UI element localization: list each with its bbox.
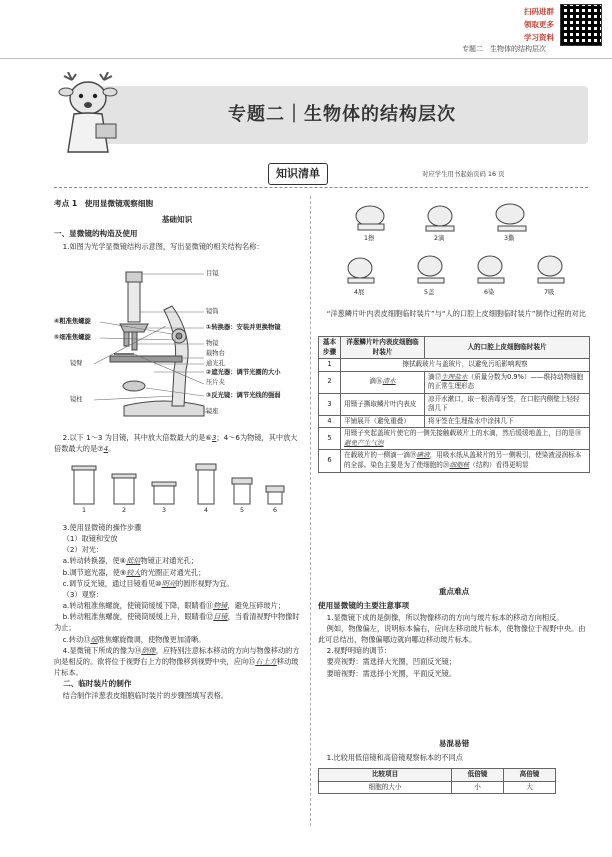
scan-line-2: 领取更多 xyxy=(524,19,554,29)
s2b-post: 的光圈正对通光孔； xyxy=(140,567,206,577)
key-point-2a: 要亮视野：需选择大光圈，凹面反光镜； xyxy=(326,657,457,667)
step-3c xyxy=(54,634,300,645)
reference-note: 对应学生用书起始页码 16 页 xyxy=(422,170,505,178)
lens-tubes-figure xyxy=(68,462,288,518)
table-header-cell: 低倍镜 xyxy=(452,769,504,782)
comparison-intro: “洋葱鳞片叶内表皮细胞临时装片”与“人的口腔上皮细胞临时装片”制作过程的对比 xyxy=(326,309,586,318)
table-header-row xyxy=(319,337,590,359)
tube-label-5: 5 xyxy=(240,507,245,514)
table-header-cell: 人的口腔上皮细胞临时装片 xyxy=(425,337,590,359)
s3c-answer: 细 xyxy=(90,634,98,644)
cell-answer: 避免产生气泡 xyxy=(344,438,384,447)
label-nosepiece: ①转换器：安装并更换物镜 xyxy=(206,324,281,331)
q2-text-a: 2.以下 1～3 为目镜，其中放大倍数最大的是⑥ xyxy=(62,433,212,442)
question-2 xyxy=(54,432,300,454)
table-header-row xyxy=(319,769,556,782)
key-point-2b: 要暗视野：需选择小光圈，平面反光镜。 xyxy=(326,668,457,678)
table-cell: 4 xyxy=(319,415,341,428)
label-objective: 物镜 xyxy=(206,340,219,347)
comparison-table xyxy=(318,336,590,473)
subsection-heading-2: 二、临时装片的制作 xyxy=(63,679,132,689)
label-eyepiece: 目镜 xyxy=(206,270,219,277)
exam-point-title: 考点 1 使用显微镜观察细胞 xyxy=(54,199,154,208)
cell-answer: 碘液 xyxy=(416,451,430,460)
table-cell xyxy=(341,450,590,472)
basic-knowledge-heading: 基础知识 xyxy=(161,215,193,224)
header-divider xyxy=(0,58,612,59)
lens-tubes-icon xyxy=(68,462,288,508)
step-label-6: 6染 xyxy=(484,289,495,296)
label-base: 镜座 xyxy=(206,408,219,415)
s3a-post: ，避免压碎玻片； xyxy=(227,601,285,611)
table-row xyxy=(319,359,590,372)
q4-answer-1: 倒像 xyxy=(141,645,156,655)
step-2b xyxy=(54,567,300,578)
step-label-5: 5盖 xyxy=(424,289,435,296)
s2c-post: 的圆形视野为宜。 xyxy=(175,578,234,588)
table-row xyxy=(319,393,590,415)
cell-text: 在载玻片的一侧滴一滴⑲ xyxy=(344,451,417,460)
s2b-pre: b.调节遮光器，使⑨ xyxy=(62,567,127,577)
table-row xyxy=(319,428,590,450)
label-fine-focus: ⑤细准焦螺旋 xyxy=(54,334,91,341)
qr-code-icon[interactable] xyxy=(560,4,602,46)
microscope-diagram xyxy=(54,266,300,428)
q4-post: 移动玻片标本。 xyxy=(54,656,299,678)
tube-label-1: 1 xyxy=(82,507,87,514)
cell-text: 滴⑯ xyxy=(369,377,383,386)
step-3a xyxy=(54,600,300,611)
table-row xyxy=(319,371,590,393)
key-points-heading: 重点难点 xyxy=(438,587,470,596)
s2a-post: 物镜正对通光孔； xyxy=(140,556,198,566)
label-pillar: 镜柱 xyxy=(70,396,83,403)
table-header-cell: 比较项目 xyxy=(319,769,452,782)
s3b-pre: b.转动粗准焦螺旋，使镜筒缓缓上升，眼睛看⑫ xyxy=(62,612,214,622)
step-2: （2）对光： xyxy=(62,545,104,555)
confusion-item-1: 1.比较用低倍镜和高倍镜观察标本的不同点 xyxy=(326,753,463,762)
cell-text: （结构）看得更明显 xyxy=(469,461,529,470)
table-cell: 3 xyxy=(319,393,341,415)
label-clip: 压片夹 xyxy=(206,379,225,386)
key-point-1-example: 例如，物像偏左，说明标本偏右，应向左移动玻片标本，使物像位于视野中央。由此可总结出，物像偏哪边就向哪边移动玻片标本。 xyxy=(318,623,586,645)
key-point-1: 1.显微镜下成的是倒像，所以物像移动的方向与玻片标本的移动方向相反。 xyxy=(326,612,564,622)
step-1: （1）取镜和安放 xyxy=(62,534,118,544)
step-3: （3）观察： xyxy=(62,589,104,599)
label-tube: 镜筒 xyxy=(206,308,219,315)
key-points xyxy=(318,600,590,679)
q4-answer-2: 右上方 xyxy=(255,656,277,666)
scan-line-1: 扫码进群 xyxy=(524,7,554,16)
table-row xyxy=(319,415,590,428)
microscope-icon xyxy=(54,266,300,428)
table-cell: 大 xyxy=(504,781,556,794)
column-divider xyxy=(310,196,311,826)
s2a-pre: a.转动转换器，使⑧ xyxy=(62,556,127,566)
step-label-2: 2滴 xyxy=(434,235,445,242)
operation-steps xyxy=(54,522,300,701)
tube-label-6: 6 xyxy=(273,507,278,514)
scan-line-3: 学习资料 xyxy=(524,32,554,42)
cell-answer: 细胞核 xyxy=(449,461,470,470)
table-header-cell: 高倍镜 xyxy=(504,769,556,782)
table-cell xyxy=(425,371,590,393)
label-stage: 载物台 xyxy=(206,350,225,357)
page-title: 专题二｜生物体的结构层次 xyxy=(228,104,456,125)
question-4 xyxy=(54,645,300,678)
cell-text: ，用吸水纸从盖玻片的另一侧吸引，使染液浸润标本的全部。染色主要是为了使细胞的⑳ xyxy=(344,451,582,470)
table-cell: 凉开水漱口，取一根消毒牙签，在口腔内侧壁上轻轻刮几下 xyxy=(425,393,590,415)
section-divider xyxy=(54,187,588,188)
table-cell: 6 xyxy=(319,450,341,472)
slide-steps-figure xyxy=(330,196,580,306)
label-coarse-focus: ④粗准焦螺旋 xyxy=(54,318,91,325)
label-diaphragm: ②遮光器：调节光圈的大小 xyxy=(206,369,281,376)
step-2a xyxy=(54,555,300,566)
q2-end: 。 xyxy=(108,444,116,454)
label-stage-hole: 通光孔 xyxy=(206,360,225,367)
scan-promo-text xyxy=(524,6,554,44)
s3b-post: ，当看清视野中物像时为止； xyxy=(54,612,300,633)
key-point-2: 2.视野明暗的调节： xyxy=(326,646,391,656)
q4-mid: ，应特别注意标本移动的方向与物像移动的方向是相反的。欲将位于视野右上方的物像移到视野中央，应向⑮ xyxy=(54,645,300,666)
label-arm: 镜臂 xyxy=(70,360,83,367)
s2c-answer: 明亮 xyxy=(161,578,176,588)
cell-text: 滴⑰ xyxy=(428,372,442,381)
cell-answer: 生理盐水 xyxy=(441,372,468,381)
cell-text: 用镊子夹起盖玻片使它的一侧先接触载玻片上的水滴，然后缓缓地盖上，目的是⑱ xyxy=(344,429,582,438)
table-cell: 1 xyxy=(319,359,341,372)
table-cell xyxy=(341,428,590,450)
step-3b xyxy=(54,611,300,633)
table-header-cell: 基本步骤 xyxy=(319,337,341,359)
running-header: 专题二 生物体的结构层次 xyxy=(462,45,546,53)
table-cell: 细胞的大小 xyxy=(319,781,452,794)
table-cell xyxy=(341,371,425,393)
key-points-title: 使用显微镜的主要注意事项 xyxy=(318,601,410,610)
slide-steps-icon xyxy=(330,196,580,306)
confusion-heading: 易混易错 xyxy=(438,739,470,748)
subsection-heading-1: 一、显微镜的构造及使用 xyxy=(54,229,138,238)
lens-compare-table xyxy=(318,768,556,794)
table-row xyxy=(319,450,590,472)
q4-pre: 4.显微镜下所成的像为⑭ xyxy=(62,645,142,655)
combine-instruction: 结合制作洋葱表皮细胞临时装片的步骤图填写表格。 xyxy=(62,690,228,700)
s3a-answer: 物镜 xyxy=(213,601,228,611)
tube-label-2: 2 xyxy=(122,507,127,514)
s3c-pre: c.转动⑬ xyxy=(62,634,91,644)
step-label-1: 1擦 xyxy=(364,235,375,242)
table-cell: 2 xyxy=(319,371,341,393)
s2b-answer: 较大 xyxy=(126,567,141,577)
table-row xyxy=(319,781,556,794)
step-label-7: 7吸 xyxy=(544,289,555,296)
step-label-3: 3撕 xyxy=(504,235,515,242)
s2a-answer: 低倍 xyxy=(126,556,141,566)
q3-title: 3.使用显微镜的操作步骤 xyxy=(62,523,142,532)
table-cell: 擦拭载玻片与盖玻片，以避免污垢影响观察 xyxy=(341,359,590,372)
table-cell: 5 xyxy=(319,428,341,450)
s3a-pre: a.转动粗准焦螺旋，使镜筒缓缓下降，眼睛看⑪ xyxy=(62,601,214,611)
q2-text-b: ；4～6为物镜，其中放大倍数最大的是⑦ xyxy=(54,433,298,454)
section-tag xyxy=(268,163,328,185)
s3b-answer: 目镜 xyxy=(213,612,228,622)
top-bar xyxy=(0,0,612,60)
label-mirror: ③反光镜：调节光线的强弱 xyxy=(206,392,281,399)
table-cell: 用镊子撕取鳞片叶内表皮 xyxy=(341,393,425,415)
q2-answer-1: 3 xyxy=(211,433,217,442)
table-cell: 平铺展开（避免重叠） xyxy=(341,415,425,428)
section-tag-label: 知识清单 xyxy=(268,163,328,185)
deer-mascot-icon xyxy=(52,72,130,156)
title-banner xyxy=(96,86,588,144)
cell-text: （质量分数为0.9%）——维持动物细胞的正常生理形态 xyxy=(428,372,584,391)
table-cell: 将牙签在生理盐水中涂抹几下 xyxy=(425,415,590,428)
table-cell: 小 xyxy=(452,781,504,794)
question-1: 1.如图为光学显微镜结构示意图，写出显微镜的相关结构名称： xyxy=(62,242,264,251)
tube-label-4: 4 xyxy=(204,507,209,514)
step-2c xyxy=(54,578,300,589)
s3c-post: 准焦螺旋微调，使物像更加清晰。 xyxy=(97,634,206,644)
cell-answer: 清水 xyxy=(382,377,396,386)
table-header-cell: 洋葱鳞片叶内表皮细胞临时装片 xyxy=(341,337,425,359)
q2-answer-2: 4 xyxy=(103,444,109,454)
step-label-4: 4展 xyxy=(354,289,365,296)
tube-label-3: 3 xyxy=(162,507,167,514)
s2c-pre: c.调节反光镜，通过目镜看见⑩ xyxy=(62,578,162,588)
